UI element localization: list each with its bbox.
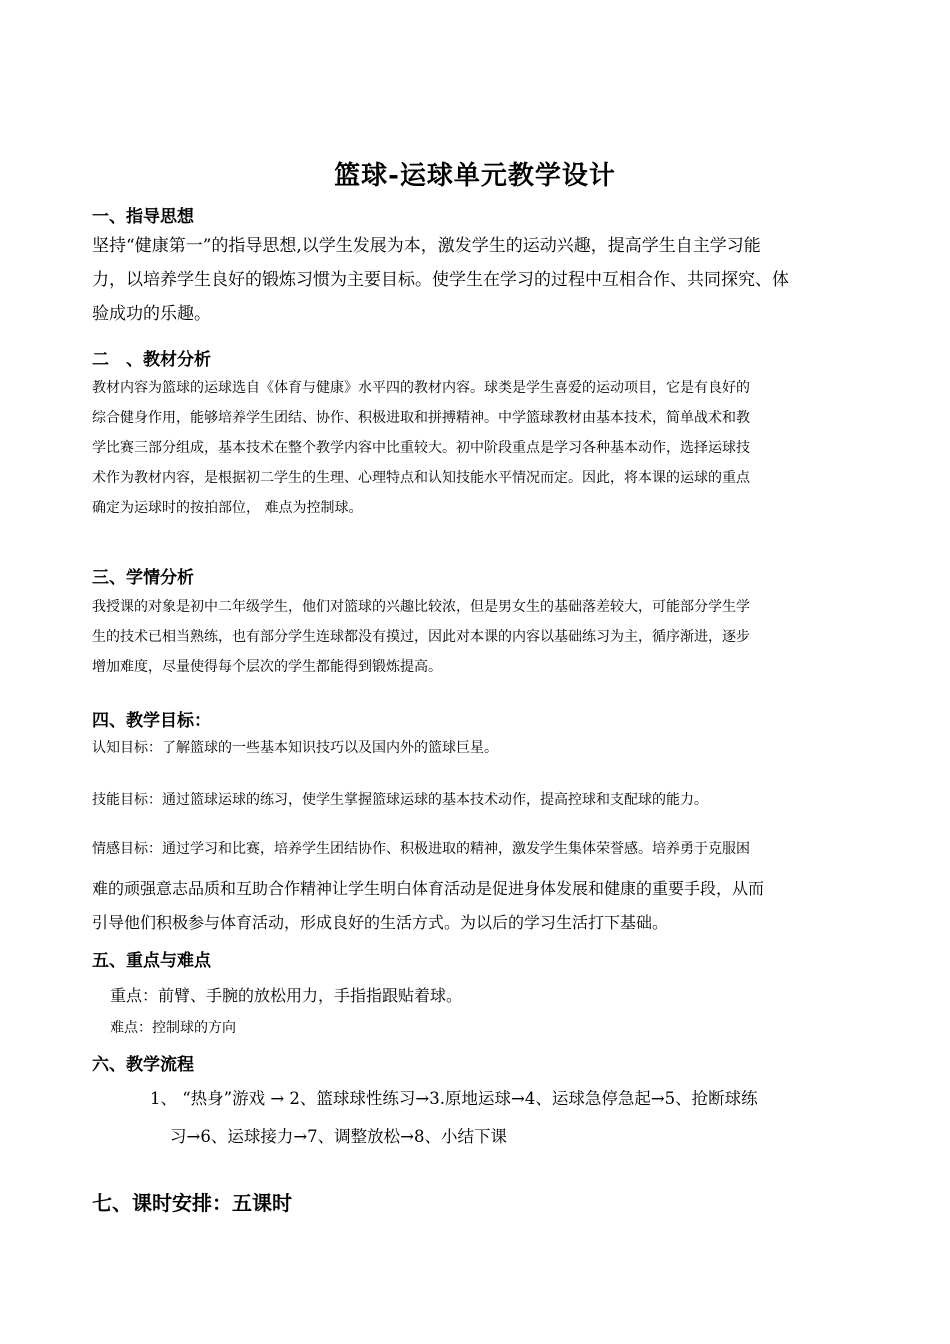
document-title: 篮球-运球单元教学设计 [334,161,616,191]
goal-skill: 技能目标：通过篮球运球的练习，使学生掌握篮球运球的基本技术动作，提高控球和支配球的能力。 [92,792,708,808]
section-heading-learner-analysis: 三、学情分析 [92,568,194,588]
text-line: 教材内容为篮球的运球选自《体育与健康》水平四的教材内容。球类是学生喜爱的运动项目，它是有良好的 [92,380,750,396]
text-line: 力，以培养学生良好的锻炼习惯为主要目标。使学生在学习的过程中互相合作、共同探究、体 [92,270,789,290]
section-heading-material-analysis: 二 、教材分析 [92,350,211,370]
text-line: 确定为运球时的按拍部位， 难点为控制球。 [92,500,363,516]
teaching-flow-line-2: 习→6、运球接力→7、调整放松→8、小结下课 [170,1127,507,1146]
text-line: 综合健身作用，能够培养学生团结、协作、积极进取和拼搏精神。中学篮球教材由基本技术，简单战术和教 [92,410,750,426]
text-line: 生的技术已相当熟练，也有部分学生连球都没有摸过，因此对本课的内容以基础练习为主，循序渐进，逐步 [92,629,750,645]
section-heading-teaching-goals: 四、教学目标： [92,711,211,731]
goal-cognitive: 认知目标：了解篮球的一些基本知识技巧以及国内外的篮球巨星。 [92,740,498,756]
section-heading-guiding-ideology: 一、指导思想 [92,207,194,227]
text-line: 坚持“健康第一”的指导思想,以学生发展为本，激发学生的运动兴趣，提高学生自主学习能 [92,236,761,256]
goal-emotion-line-1: 情感目标：通过学习和比赛，培养学生团结协作、积极进取的精神，激发学生集体荣誉感。培养勇于克服困 [92,841,750,857]
section-heading-teaching-flow: 六、教学流程 [92,1055,194,1075]
goal-emotion-line-2: 难的顽强意志品质和互助合作精神让学生明白体育活动是促进身体发展和健康的重要手段，从而 [92,879,765,898]
teaching-flow-line-1: 1、 “热身”游戏 → 2、篮球球性练习→3.原地运球→4、运球急停急起→5、抢断球练 [150,1089,758,1108]
text-line: 术作为教材内容，是根据初二学生的生理、心理特点和认知技能水平情况而定。因此，将本课的运球的重点 [92,470,750,486]
text-line: 学比赛三部分组成，基本技术在整个教学内容中比重较大。初中阶段重点是学习各种基本动作，选择运球技 [92,440,750,456]
difficulty-text: 难点：控制球的方向 [110,1020,236,1036]
section-heading-key-and-difficulty: 五、重点与难点 [92,951,211,971]
section-heading-lesson-schedule: 七、课时安排：五课时 [92,1191,292,1215]
text-line: 增加难度，尽量使得每个层次的学生都能得到锻炼提高。 [92,659,442,675]
key-point-text: 重点：前臂、手腕的放松用力，手指指跟贴着球。 [110,986,463,1005]
goal-emotion-line-3: 引导他们积极参与体育活动，形成良好的生活方式。为以后的学习生活打下基础。 [92,913,669,932]
text-line: 验成功的乐趣。 [92,304,211,324]
text-line: 我授课的对象是初中二年级学生，他们对篮球的兴趣比较浓，但是男女生的基础落差较大，可能部分学生学 [92,599,750,615]
